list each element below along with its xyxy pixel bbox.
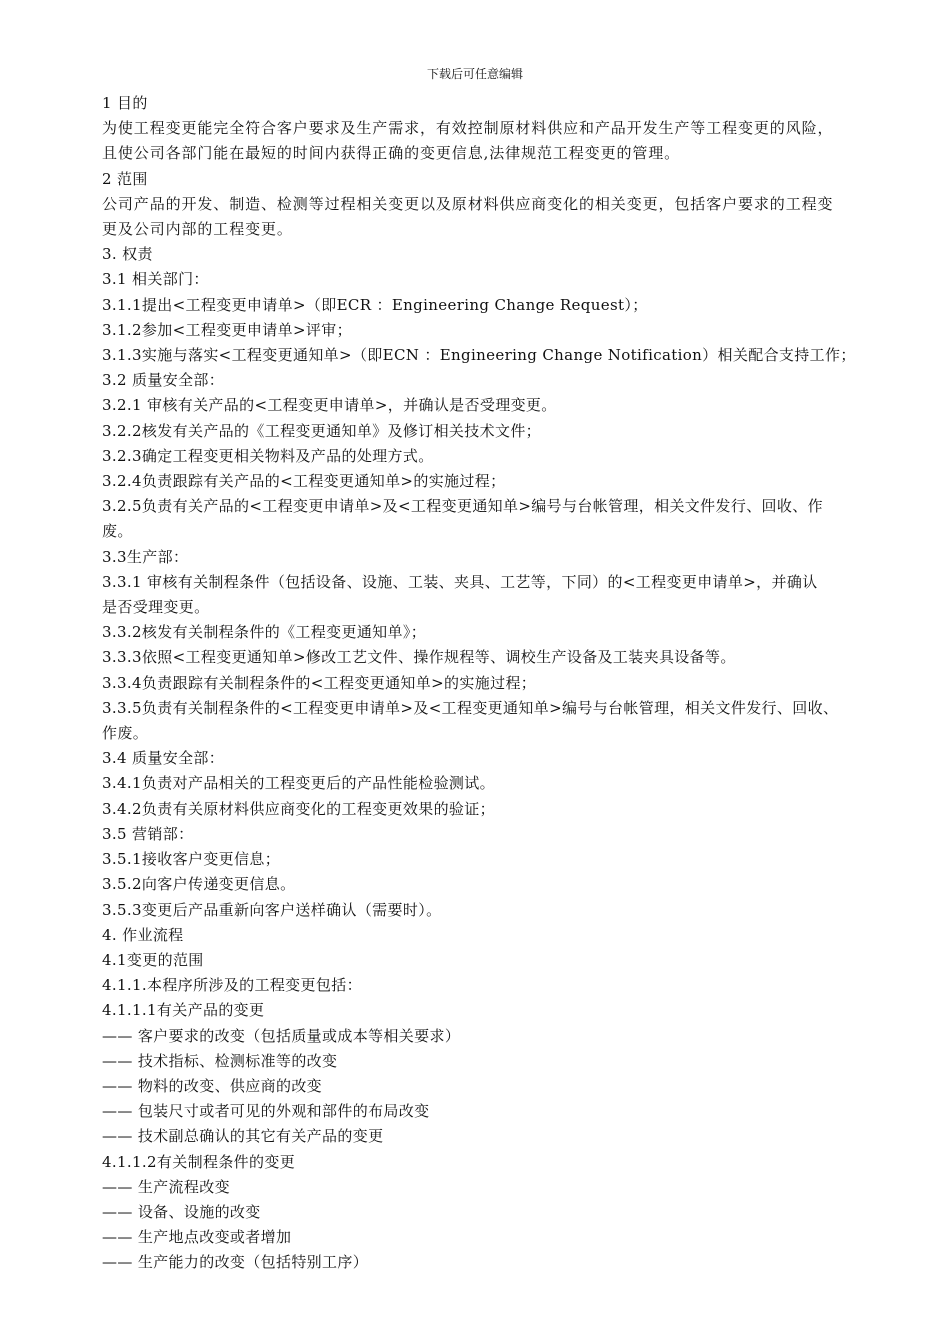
text-line: —— 设备、设施的改变 xyxy=(102,1202,261,1221)
text-line: 4.1.1.本程序所涉及的工程变更包括： xyxy=(102,976,362,995)
text-line: 3.1.3实施与落实<工程变更通知单>（即ECN ：Engineering Change Notification）相关配合支持工作； xyxy=(102,346,856,365)
page-header: 下载后可任意编辑 xyxy=(426,67,523,81)
text-line: 1 目的 xyxy=(102,94,148,112)
text-line: 3.2.4负责跟踪有关产品的<工程变更通知单>的实施过程； xyxy=(102,472,506,491)
text-line: 3.4 质量安全部： xyxy=(102,749,225,768)
text-line: 4. 作业流程 xyxy=(102,925,184,944)
text-line: 3.1 相关部门： xyxy=(102,270,209,289)
text-line: 4.1.1.1有关产品的变更 xyxy=(102,1001,265,1020)
document-body xyxy=(102,91,902,1276)
text-line: —— 技术指标、检测标准等的改变 xyxy=(102,1051,338,1070)
text-line: 3.5.2向客户传递变更信息。 xyxy=(102,875,296,894)
text-line: 公司产品的开发、制造、检测等过程相关变更以及原材料供应商变化的相关变更，包括客户要求的工程变 xyxy=(102,194,834,213)
text-line: —— 技术副总确认的其它有关产品的变更 xyxy=(102,1127,384,1146)
text-line: —— 生产能力的改变（包括特别工序） xyxy=(102,1253,369,1272)
text-line: 是否受理变更。 xyxy=(102,598,210,617)
text-line: 3.2.2核发有关产品的《工程变更通知单》及修订相关技术文件； xyxy=(102,421,542,440)
text-line: 3.3.1 审核有关制程条件（包括设备、设施、工装、夹具、工艺等，下同）的<工程变更申请单>，并确认 xyxy=(102,572,818,591)
text-line: 3.1.1提出<工程变更申请单>（即ECR ：Engineering Change Request）； xyxy=(102,295,648,314)
text-line: 4.1变更的范围 xyxy=(102,950,204,969)
text-line: 3.5.1接收客户变更信息； xyxy=(102,850,281,869)
text-line: 3.4.2负责有关原材料供应商变化的工程变更效果的验证； xyxy=(102,799,495,818)
text-line: 3.4.1负责对产品相关的工程变更后的产品性能检验测试。 xyxy=(102,774,495,793)
text-line: 3.5 营销部： xyxy=(102,824,194,843)
text-line: 3.3.2核发有关制程条件的《工程变更通知单》； xyxy=(102,623,427,642)
text-line: 废。 xyxy=(102,522,133,541)
text-line: 3.2.3确定工程变更相关物料及产品的处理方式。 xyxy=(102,446,434,465)
text-line: 作废。 xyxy=(102,724,149,743)
text-line: —— 生产地点改变或者增加 xyxy=(102,1228,292,1247)
text-line: 3.2.1 审核有关产品的<工程变更申请单>，并确认是否受理变更。 xyxy=(102,396,557,415)
text-line: 3.2 质量安全部： xyxy=(102,371,225,390)
text-line: 4.1.1.2有关制程条件的变更 xyxy=(102,1152,296,1171)
text-line: 3.3.4负责跟踪有关制程条件的<工程变更通知单>的实施过程； xyxy=(102,673,537,692)
text-line: 3.1.2参加<工程变更申请单>评审； xyxy=(102,320,352,339)
text-line: 3.5.3变更后产品重新向客户送样确认（需要时）。 xyxy=(102,900,442,919)
text-line: 3.2.5负责有关产品的<工程变更申请单>及<工程变更通知单>编号与台帐管理，相关文件发行、回收、作 xyxy=(102,497,823,516)
text-line: —— 包装尺寸或者可见的外观和部件的布局改变 xyxy=(102,1102,430,1121)
text-line: 且使公司各部门能在最短的时间内获得正确的变更信息,法律规范工程变更的管理。 xyxy=(102,144,681,163)
text-line: 2 范围 xyxy=(102,169,148,188)
text-line: 3.3生产部： xyxy=(102,547,189,566)
text-line: —— 生产流程改变 xyxy=(102,1177,230,1196)
text-line: 3.3.5负责有关制程条件的<工程变更申请单>及<工程变更通知单>编号与台帐管理，相关文件发行、回收、 xyxy=(102,698,839,717)
text-line: 更及公司内部的工程变更。 xyxy=(102,220,293,239)
text-line: —— 客户要求的改变（包括质量或成本等相关要求） xyxy=(102,1026,461,1045)
text-line: 3.3.3依照<工程变更通知单>修改工艺文件、操作规程等、调校生产设备及工装夹具设备等。 xyxy=(102,648,736,667)
text-line: —— 物料的改变、供应商的改变 xyxy=(102,1076,323,1095)
text-line: 为使工程变更能完全符合客户要求及生产需求，有效控制原材料供应和产品开发生产等工程变更的风险， xyxy=(102,119,834,138)
text-line: 3. 权责 xyxy=(102,245,153,264)
